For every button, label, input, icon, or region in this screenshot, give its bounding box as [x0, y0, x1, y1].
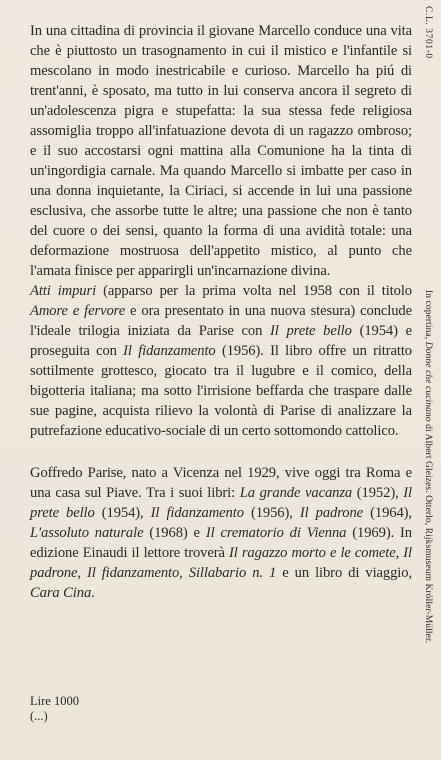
catalog-code: C.L. 3701-0	[423, 6, 433, 59]
synopsis-text: In una cittadina di provincia il giovane Marcello conduce una vita che è piuttosto un trasognamento in cui il mistico e l'infantile si mescolano in modo inestricabile e curioso. Marcello ha piú di trent'anni, è sposato, ma tutto in lui conserva ancora il segreto di un'adolescenza pigra e stupefatta: la sua stessa fede religiosa assomiglia troppo all'infatuazione devota di un ragazzo ombroso; e il suo accostarsi ogni mattina alla Comunione ha la tinta di un'ingordigia carnale. Ma quando Marcello si imbatte per caso in una donna inquietante, la Ciriaci, si accende in lui una passione esclusiva, che assorbe tutte le altre; una passione che non è tanto del cuore o dei sensi, quanto la forma di una avidità totale: una deformazione mostruosa dell'appetito mistico, al punto che l'amata finisce per apparirgli un'incarnazione divina.	[30, 23, 412, 279]
book-context-paragraph	[30, 281, 412, 441]
back-cover-text	[30, 21, 412, 603]
book-title: Atti impuri	[30, 283, 97, 299]
bibliography-title: Cara Cina	[30, 585, 92, 601]
text-run: (1956),	[243, 505, 300, 521]
text-run: (apparso per la prima volta nel 1958 con il titolo	[96, 283, 412, 299]
bibliography-title: Il fidanzamento	[150, 505, 244, 521]
text-run: (1969). In edizione Einaudi il lettore troverà	[30, 525, 412, 561]
related-title: Il fidanzamento	[123, 343, 216, 359]
text-run: (1954),	[94, 505, 151, 521]
price-block	[30, 694, 79, 724]
text-run: (1964),	[363, 505, 412, 521]
text-run: (1968) e	[143, 525, 206, 541]
bibliography-title: L'assoluto naturale	[30, 525, 144, 541]
text-run: (1956). Il libro offre un ritratto sottilmente grottesco, giocato tra il lugubre e il comico, della bigotteria italiana; ma sotto l'irrisione beffarda che traspare dalle sue pagine, acquista rilievo la volontà di Parise di analizzare la putrefazione educativo-sociale di un certo sottomondo cattolico.	[30, 343, 412, 439]
bibliography-title: Il crematorio di Vienna	[205, 525, 347, 541]
artwork-title: Donne che cucinano	[423, 341, 433, 422]
text-run: Goffredo Parise, nato a Vicenza nel 1929, vive oggi tra Roma e una casa sul Piave. Tra i suoi libri:	[30, 465, 412, 501]
price-note: (...)	[30, 709, 48, 723]
text-run: In copertina,	[423, 290, 433, 342]
bibliography-title: Il padrone	[299, 505, 364, 521]
text-run: .	[91, 585, 95, 601]
bibliography-title: Il prete bello	[30, 485, 413, 521]
text-run: di Albert Gleizes. Otterlo, Rijksmuseum Kröller-Müller.	[423, 421, 433, 644]
original-title: Amore e fervore	[30, 303, 126, 319]
text-run: e un libro di viaggio,	[276, 565, 412, 581]
cover-credit	[422, 290, 434, 748]
price-label: Lire 1000	[30, 694, 79, 708]
related-title: Il prete bello	[270, 323, 352, 339]
text-run: e ora presentato in una nuova stesura) conclude l'ideale trilogia iniziata da Parise con	[30, 303, 412, 339]
bibliography-title: Il ragazzo morto e le comete, Il padrone, Il fidanzamento, Sillabario n. 1	[30, 545, 413, 581]
synopsis-paragraph	[30, 21, 412, 281]
text-run: (1952),	[352, 485, 404, 501]
author-bio-paragraph	[30, 463, 412, 603]
text-run: (1954) e proseguita con	[30, 323, 412, 359]
bibliography-title: La grande vacanza	[239, 485, 353, 501]
